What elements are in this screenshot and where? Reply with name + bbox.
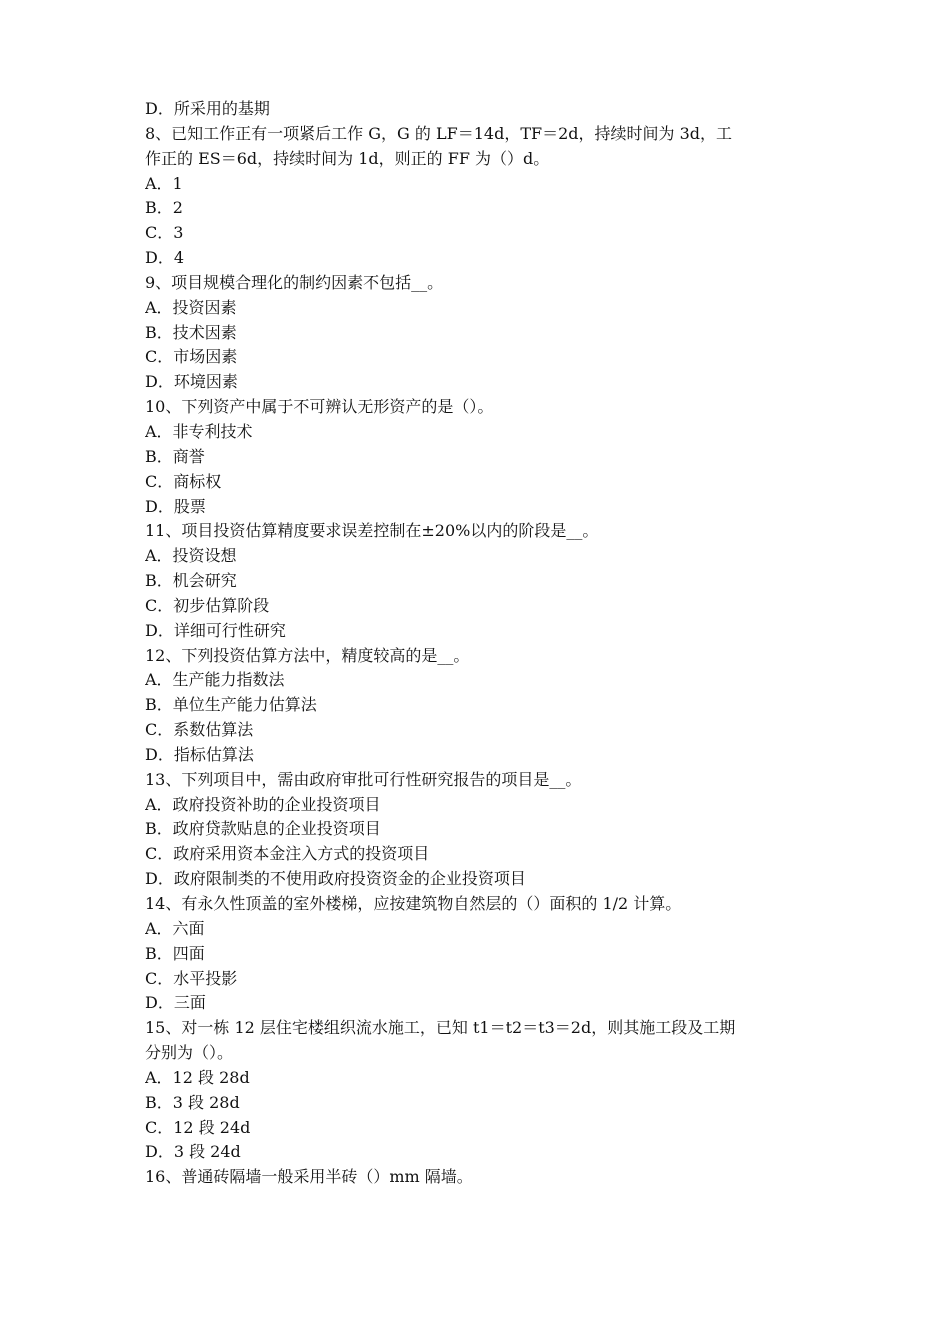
option-line: D．环境因素 (145, 372, 238, 392)
question-line: 13、下列项目中，需由政府审批可行性研究报告的项目是__。 (145, 769, 582, 789)
question-line: 作正的 ES＝6d，持续时间为 1d，则正的 FF 为（）d。 (145, 148, 550, 168)
option-line: C．商标权 (145, 471, 222, 491)
option-line: B．单位生产能力估算法 (145, 695, 317, 715)
option-line: A．投资设想 (145, 546, 237, 566)
option-line: B．机会研究 (145, 571, 237, 591)
option-line: C．3 (145, 223, 184, 243)
option-line: C．系数估算法 (145, 720, 254, 740)
question-line: 分别为（）。 (145, 1043, 234, 1063)
document-page (145, 97, 810, 1190)
option-line: D．股票 (145, 496, 206, 516)
option-line: B．2 (145, 198, 183, 218)
option-line: A．投资因素 (145, 297, 237, 317)
option-line: C．水平投影 (145, 968, 238, 988)
question-line: 11、项目投资估算精度要求误差控制在±20%以内的阶段是__。 (145, 521, 599, 541)
option-line: D．政府限制类的不使用政府投资资金的企业投资项目 (145, 869, 526, 889)
option-line: B．政府贷款贴息的企业投资项目 (145, 819, 381, 839)
question-line: 15、对一栋 12 层住宅楼组织流水施工，已知 t1＝t2＝t3＝2d，则其施工段及工期 (145, 1018, 736, 1038)
option-line: C．市场因素 (145, 347, 238, 367)
option-line: C．政府采用资本金注入方式的投资项目 (145, 844, 430, 864)
option-line: C．12 段 24d (145, 1117, 251, 1137)
question-line: 12、下列投资估算方法中，精度较高的是__。 (145, 645, 470, 665)
question-line: 14、有永久性顶盖的室外楼梯，应按建筑物自然层的（）面积的 1/2 计算。 (145, 894, 682, 913)
option-line: B．四面 (145, 943, 205, 963)
option-line: A．生产能力指数法 (145, 670, 285, 690)
option-line: D．详细可行性研究 (145, 620, 286, 640)
option-line: D．4 (145, 248, 185, 268)
option-line: D．三面 (145, 993, 206, 1013)
option-line: D．所采用的基期 (145, 99, 270, 118)
option-line: A．非专利技术 (145, 421, 253, 441)
option-line: A．政府投资补助的企业投资项目 (145, 794, 381, 814)
option-line: C．初步估算阶段 (145, 595, 270, 615)
option-line: D．3 段 24d (145, 1142, 241, 1162)
question-line: 9、项目规模合理化的制约因素不包括__。 (145, 272, 444, 292)
question-line: 10、下列资产中属于不可辨认无形资产的是（）。 (145, 397, 494, 417)
question-line: 16、普通砖隔墙一般采用半砖（）mm 隔墙。 (145, 1167, 473, 1187)
option-line: B．3 段 28d (145, 1092, 240, 1112)
option-line: B．技术因素 (145, 322, 237, 342)
option-line: A．1 (145, 173, 183, 193)
option-line: A．12 段 28d (145, 1067, 250, 1087)
option-line: D．指标估算法 (145, 744, 254, 764)
option-line: A．六面 (145, 918, 205, 938)
option-line: B．商誉 (145, 446, 205, 466)
question-line: 8、已知工作正有一项紧后工作 G，G 的 LF＝14d，TF＝2d，持续时间为 3d，工 (145, 123, 733, 143)
